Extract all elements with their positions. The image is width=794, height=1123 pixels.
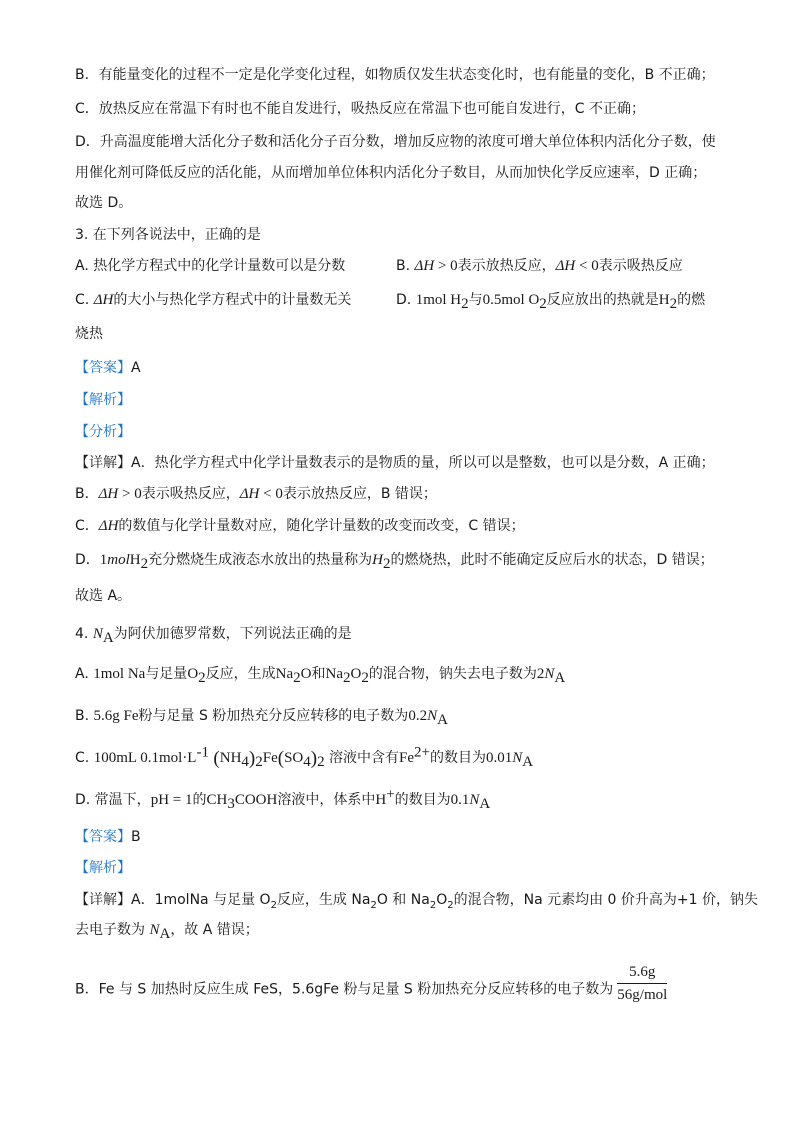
q3-detail-a: 【详解】A．热化学方程式中化学计量数表示的是物质的量，所以可以是整数，也可以是分数，A 正确；: [75, 455, 715, 471]
explanation-line-d-2: 用催化剂可降低反应的活化能，从而增加单位体积内活化分子数目，从而加快化学反应速率，D 正确；: [75, 165, 707, 181]
q3-option-c: C. ΔH的大小与热化学方程式中的计量数无关: [75, 292, 352, 308]
question-3-options-ab: [75, 256, 734, 278]
q4-option-b: B. 5.6g Fe粉与足量 S 粉加热充分反应转移的电子数为$0.2N_A$: [75, 708, 448, 728]
q3-answer: 【答案】A: [75, 360, 141, 376]
question-4-stem: 4. $N_A$为阿伏加德罗常数，下列说法正确的是: [75, 626, 352, 646]
q4-option-a: A. 1mol Na与足量$O_2$反应，生成$Na_2O$和$Na_2O_2$的混合物，钠失去电子数为$2N_A$: [75, 666, 566, 686]
q4-detail-a-2: 去电子数为 $N_A$，故 A 错误；: [75, 922, 259, 942]
q4-detail-a-1: 【详解】A．1molNa 与足量 $O_2$反应，生成 $Na_2O$ 和 $Na_2O_2$的混合物，Na 元素均由 0 价升高为+1 价，钠失: [75, 892, 758, 911]
question-3-stem: 3. 在下列各说法中，正确的是: [75, 227, 261, 243]
q3-option-d: D. 1mol $H_2$与0.5mol $O_2$反应放出的热就是$H_2$的燃: [396, 292, 706, 312]
q3-detail-d: D．1molH$_2$充分燃烧生成液态水放出的热量称为$H_2$的燃烧热，此时不能确定反应后水的状态，D 错误；: [75, 552, 714, 572]
q4-answer: 【答案】B: [75, 829, 141, 845]
q4-option-d: D. 常温下，pH = 1的$CH_3COOH$溶液中，体系中H+的数目为$0.1N_A$: [75, 786, 491, 812]
q3-option-a: A. 热化学方程式中的化学计量数可以是分数: [75, 258, 346, 274]
select-d-line: 故选 D。: [75, 195, 133, 211]
question-3-options-cd: [75, 290, 734, 312]
q3-option-d-continued: 烧热: [75, 326, 103, 342]
q3-detail-c: C．ΔH的数值与化学计量数对应，随化学计量数的改变而改变，C 错误；: [75, 518, 525, 534]
q3-select: 故选 A。: [75, 588, 132, 604]
fraction-electrons: $\frac{5.6g}{\text{56g/mol}}$: [617, 964, 668, 1003]
q3-option-b: B. ΔH > 0表示放热反应，ΔH < 0表示吸热反应: [396, 258, 683, 274]
explanation-line-b: B．有能量变化的过程不一定是化学变化过程，如物质仅发生状态变化时，也有能量的变化，B 不正确；: [75, 67, 715, 83]
explanation-line-c: C．放热反应在常温下有时也不能自发进行，吸热反应在常温下也可能自发进行，C 不正确；: [75, 101, 645, 117]
q4-option-c: C. 100mL $0.1mol\cdot L^{-1}$ $(NH_4)_2Fe(SO_4)_2$ 溶液中含有$Fe^{2+}$的数目为$0.01N_A$: [75, 744, 534, 770]
q3-fenxi-heading: 【分析】: [75, 424, 131, 440]
q3-detail-b: B．ΔH > 0表示吸热反应，ΔH < 0表示放热反应，B 错误；: [75, 486, 437, 502]
q4-detail-b: B．Fe 与 S 加热时反应生成 FeS，5.6gFe 粉与足量 S 粉加热充分反应转移的电子数为 $\frac{5.6g}{\text{56g/mol}}$: [75, 964, 668, 1003]
q3-analysis-heading: 【解析】: [75, 392, 131, 408]
q4-analysis-heading: 【解析】: [75, 860, 131, 876]
explanation-line-d-1: D．升高温度能增大活化分子数和活化分子百分数，增加反应物的浓度可增大单位体积内活化分子数，使: [75, 134, 716, 150]
